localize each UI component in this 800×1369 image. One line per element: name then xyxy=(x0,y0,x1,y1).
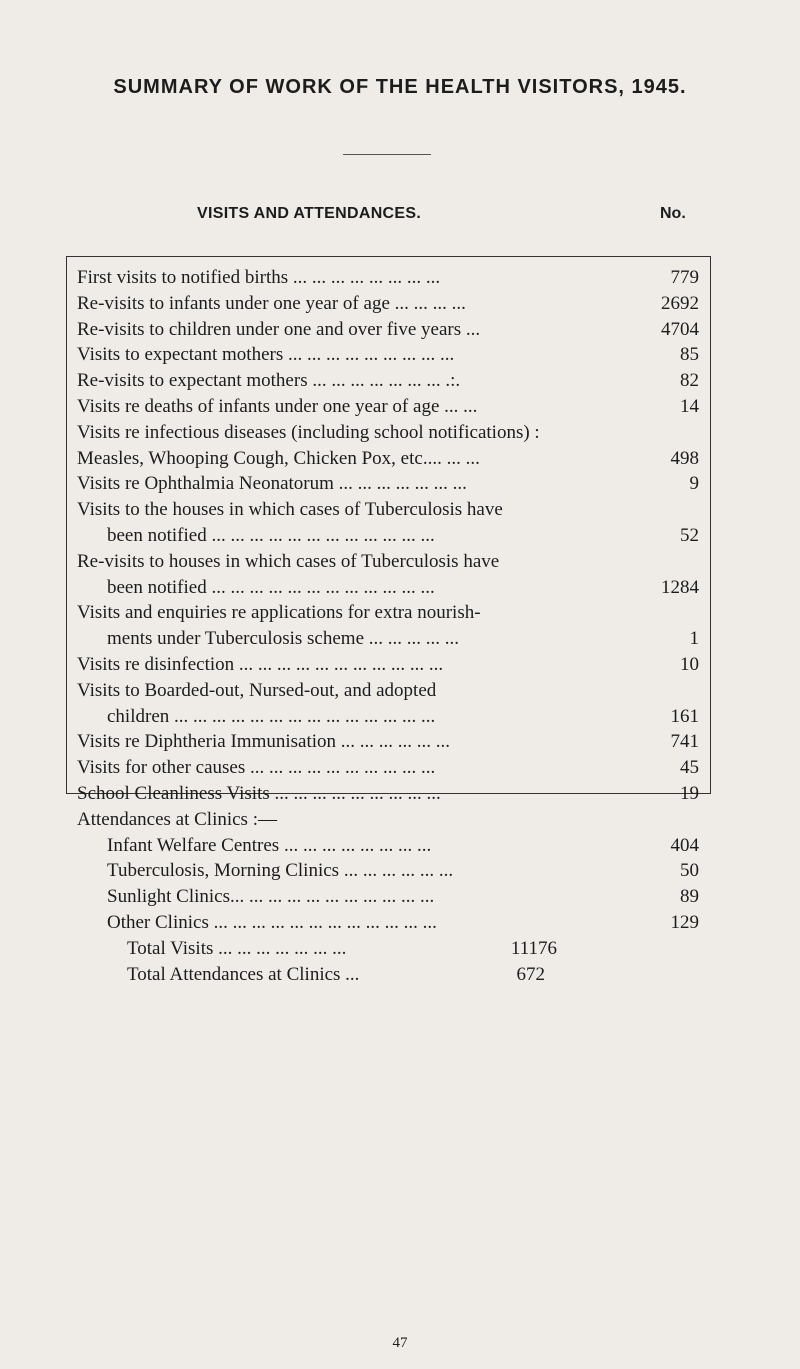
row-value: 161 xyxy=(670,705,699,727)
row-value: 82 xyxy=(680,370,699,392)
row-label: Visits to the houses in which cases of Tuberculosis have xyxy=(77,499,503,521)
table-row xyxy=(67,910,710,936)
table-row xyxy=(67,755,710,781)
table-row xyxy=(67,807,710,833)
section-heading: VISITS AND ATTENDANCES. xyxy=(197,205,422,222)
table-row xyxy=(67,497,710,523)
table-row xyxy=(67,858,710,884)
table-row xyxy=(67,600,710,626)
row-label: Re-visits to children under one and over five years ... xyxy=(77,318,481,340)
row-label: Visits to expectant mothers ... ... ... ... ... ... ... ... ... xyxy=(77,344,455,366)
row-value: 498 xyxy=(670,447,699,469)
row-label: Visits re Diphtheria Immunisation ... ... ... ... ... ... xyxy=(77,731,451,753)
row-value: 45 xyxy=(680,757,699,779)
table-row xyxy=(67,678,710,704)
table-row xyxy=(67,420,710,446)
total-value: 672 xyxy=(516,963,545,985)
table-row xyxy=(67,317,710,343)
row-value: 10 xyxy=(680,654,699,675)
row-value: 1 xyxy=(689,628,699,650)
row-label: Visits to Boarded-out, Nursed-out, and adopted xyxy=(77,679,437,701)
page-title: SUMMARY OF WORK OF THE HEALTH VISITORS, 1945. xyxy=(113,76,687,98)
row-value: 741 xyxy=(670,731,699,753)
row-label: Sunlight Clinics... ... ... ... ... ... ... ... ... ... ... xyxy=(107,886,435,908)
table-row xyxy=(67,549,710,575)
row-value: 9 xyxy=(689,473,699,495)
row-value: 4704 xyxy=(661,318,699,340)
row-label: been notified ... ... ... ... ... ... ... ... ... ... ... ... xyxy=(107,576,435,598)
table-row xyxy=(67,626,710,652)
number-column-heading: No. xyxy=(660,205,686,222)
total-label: Total Attendances at Clinics ... xyxy=(127,963,360,985)
row-label: School Cleanliness Visits ... ... ... ... ... ... ... ... ... xyxy=(77,783,441,804)
page-number: 47 xyxy=(392,1335,408,1351)
table-row xyxy=(67,265,710,291)
row-value: 779 xyxy=(670,267,699,288)
title-divider xyxy=(343,154,431,155)
table-row xyxy=(67,575,710,601)
row-label: Tuberculosis, Morning Clinics ... ... ... ... ... ... xyxy=(107,860,454,882)
table-row xyxy=(67,704,710,730)
row-value: 50 xyxy=(680,860,699,882)
row-label: been notified ... ... ... ... ... ... ... ... ... ... ... ... xyxy=(107,525,435,546)
row-value: 129 xyxy=(670,912,699,933)
visits-table xyxy=(66,256,711,985)
row-label: Re-visits to expectant mothers ... ... ... ... ... ... ... .:. xyxy=(77,370,461,392)
row-label: Visits re Ophthalmia Neonatorum ... ... ... ... ... ... ... xyxy=(77,473,467,495)
row-value: 19 xyxy=(680,783,699,804)
table-row xyxy=(67,368,710,394)
row-label: Other Clinics ... ... ... ... ... ... ... ... ... ... ... ... xyxy=(107,912,437,933)
table-row xyxy=(67,342,710,368)
row-value: 2692 xyxy=(661,292,699,314)
row-value: 14 xyxy=(680,396,699,417)
table-row xyxy=(67,471,710,497)
table-row xyxy=(67,781,710,807)
row-value: 52 xyxy=(680,525,699,546)
row-label: Visits re disinfection ... ... ... ... ... ... ... ... ... ... ... xyxy=(77,654,444,675)
row-value: 1284 xyxy=(661,576,699,598)
row-label: ments under Tuberculosis scheme ... ... ... ... ... xyxy=(107,628,460,650)
table-row xyxy=(67,652,710,678)
row-label: Visits re infectious diseases (including school notifications) : xyxy=(77,421,540,443)
table-row xyxy=(67,523,710,549)
table-row xyxy=(67,394,710,420)
table-row xyxy=(67,291,710,317)
table-row xyxy=(67,884,710,910)
row-label: Infant Welfare Centres ... ... ... ... ... ... ... ... xyxy=(107,834,432,856)
row-value: 85 xyxy=(680,344,699,366)
table-row xyxy=(67,446,710,472)
row-label: First visits to notified births ... ... ... ... ... ... ... ... xyxy=(77,267,441,288)
total-row xyxy=(67,962,710,988)
row-label: Visits and enquiries re applications for extra nourish- xyxy=(77,602,481,624)
total-label: Total Visits ... ... ... ... ... ... ... xyxy=(127,937,347,959)
row-label: Attendances at Clinics :— xyxy=(77,808,277,830)
total-value: 11176 xyxy=(510,937,557,959)
row-value: 89 xyxy=(680,886,699,908)
row-label: Visits re deaths of infants under one year of age ... ... xyxy=(77,396,478,417)
row-label: children ... ... ... ... ... ... ... ... ... ... ... ... ... ... xyxy=(107,705,436,727)
total-row xyxy=(67,936,710,962)
row-value: 404 xyxy=(670,834,699,856)
table-row xyxy=(67,729,710,755)
table-row xyxy=(67,833,710,859)
row-label: Re-visits to infants under one year of age ... ... ... ... xyxy=(77,292,466,314)
row-label: Re-visits to houses in which cases of Tuberculosis have xyxy=(77,550,500,572)
row-label: Visits for other causes ... ... ... ... ... ... ... ... ... ... xyxy=(77,757,436,779)
row-label: Measles, Whooping Cough, Chicken Pox, etc.... ... ... xyxy=(77,447,480,469)
